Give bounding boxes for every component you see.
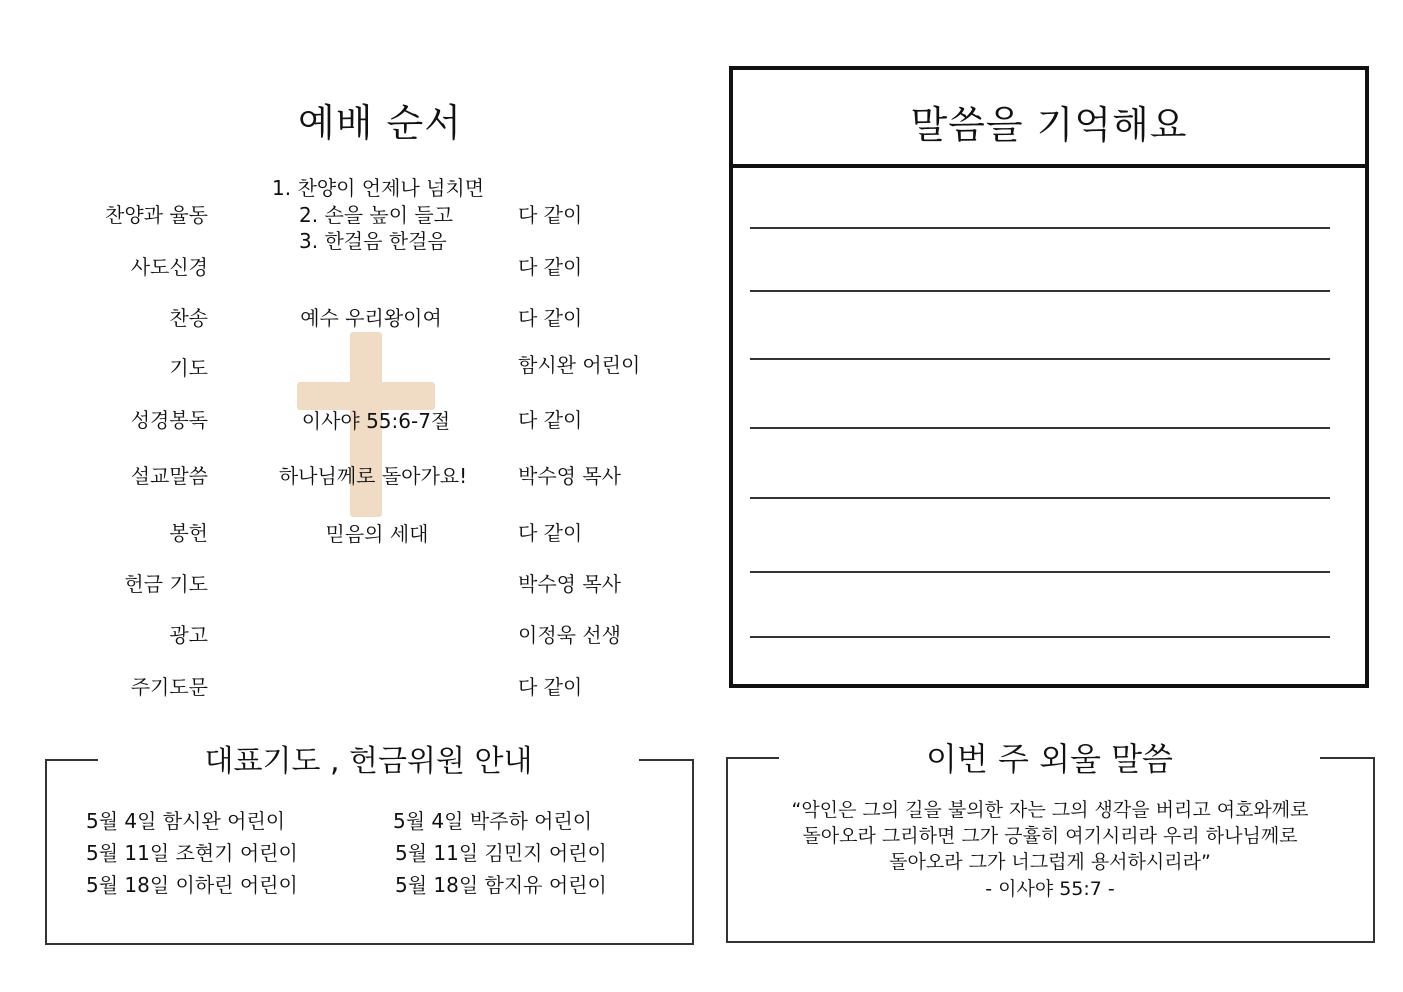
order-leader: 함시완 어린이 xyxy=(518,353,641,377)
verse-reference: - 이사야 55:7 - xyxy=(985,878,1115,900)
memory-title: 말씀을 기억해요 xyxy=(910,103,1188,147)
writing-line[interactable] xyxy=(750,636,1330,638)
order-leader: 다 같이 xyxy=(518,521,583,545)
roster-left-2: 5월 11일 조현기 어린이 xyxy=(86,841,298,865)
writing-line[interactable] xyxy=(750,227,1330,229)
order-label: 설교말씀 xyxy=(130,464,208,488)
praise-song-3: 3. 한걸음 한걸음 xyxy=(299,229,447,253)
order-leader: 다 같이 xyxy=(518,408,583,432)
order-title: 예배 순서 xyxy=(298,101,462,145)
order-label: 성경봉독 xyxy=(130,408,208,432)
order-leader: 다 같이 xyxy=(518,203,583,227)
roster-left-3: 5월 18일 이하린 어린이 xyxy=(86,873,298,897)
frame-edge xyxy=(726,757,779,759)
writing-line[interactable] xyxy=(750,290,1330,292)
order-label: 사도신경 xyxy=(130,255,208,279)
verse-line: 돌아오라 그가 너그럽게 용서하시리라” xyxy=(889,851,1211,873)
order-label: 주기도문 xyxy=(130,675,208,699)
writing-line[interactable] xyxy=(750,358,1330,360)
writing-line[interactable] xyxy=(750,497,1330,499)
roster-left-1: 5월 4일 함시완 어린이 xyxy=(86,809,286,833)
order-content: 믿음의 세대 xyxy=(325,522,429,546)
writing-line[interactable] xyxy=(750,427,1330,429)
order-label: 광고 xyxy=(169,623,208,647)
order-leader: 다 같이 xyxy=(518,306,583,330)
verse-line: “악인은 그의 길을 불의한 자는 그의 생각을 버리고 여호와께로 xyxy=(791,799,1309,821)
order-leader: 다 같이 xyxy=(518,255,583,279)
praise-song-1: 1. 찬양이 언제나 넘치면 xyxy=(272,176,485,200)
praise-song-2: 2. 손을 높이 들고 xyxy=(299,203,454,227)
order-content: 예수 우리왕이여 xyxy=(300,306,442,330)
verse-title: 이번 주 외울 말씀 xyxy=(926,740,1173,778)
order-label: 헌금 기도 xyxy=(124,572,208,596)
frame-edge xyxy=(1320,757,1373,759)
order-label: 찬양과 율동 xyxy=(105,203,208,227)
order-label: 찬송 xyxy=(169,306,208,330)
roster-right-2: 5월 11일 김민지 어린이 xyxy=(395,841,607,865)
order-leader: 다 같이 xyxy=(518,675,583,699)
order-label: 봉헌 xyxy=(169,521,208,545)
frame-edge xyxy=(45,759,98,761)
writing-line[interactable] xyxy=(750,571,1330,573)
prayer-title: 대표기도 , 헌금위원 안내 xyxy=(204,744,533,779)
order-leader: 박수영 목사 xyxy=(518,464,621,488)
order-leader: 이정욱 선생 xyxy=(518,623,621,647)
frame-edge xyxy=(639,759,692,761)
roster-right-3: 5월 18일 함지유 어린이 xyxy=(395,873,607,897)
roster-right-1: 5월 4일 박주하 어린이 xyxy=(393,809,593,833)
order-content: 이사야 55:6-7절 xyxy=(301,409,451,433)
order-content: 하나님께로 돌아가요! xyxy=(278,464,468,488)
verse-line: 돌아오라 그리하면 그가 긍휼히 여기시리라 우리 하나님께로 xyxy=(802,825,1298,847)
order-leader: 박수영 목사 xyxy=(518,572,621,596)
order-label: 기도 xyxy=(169,356,208,380)
